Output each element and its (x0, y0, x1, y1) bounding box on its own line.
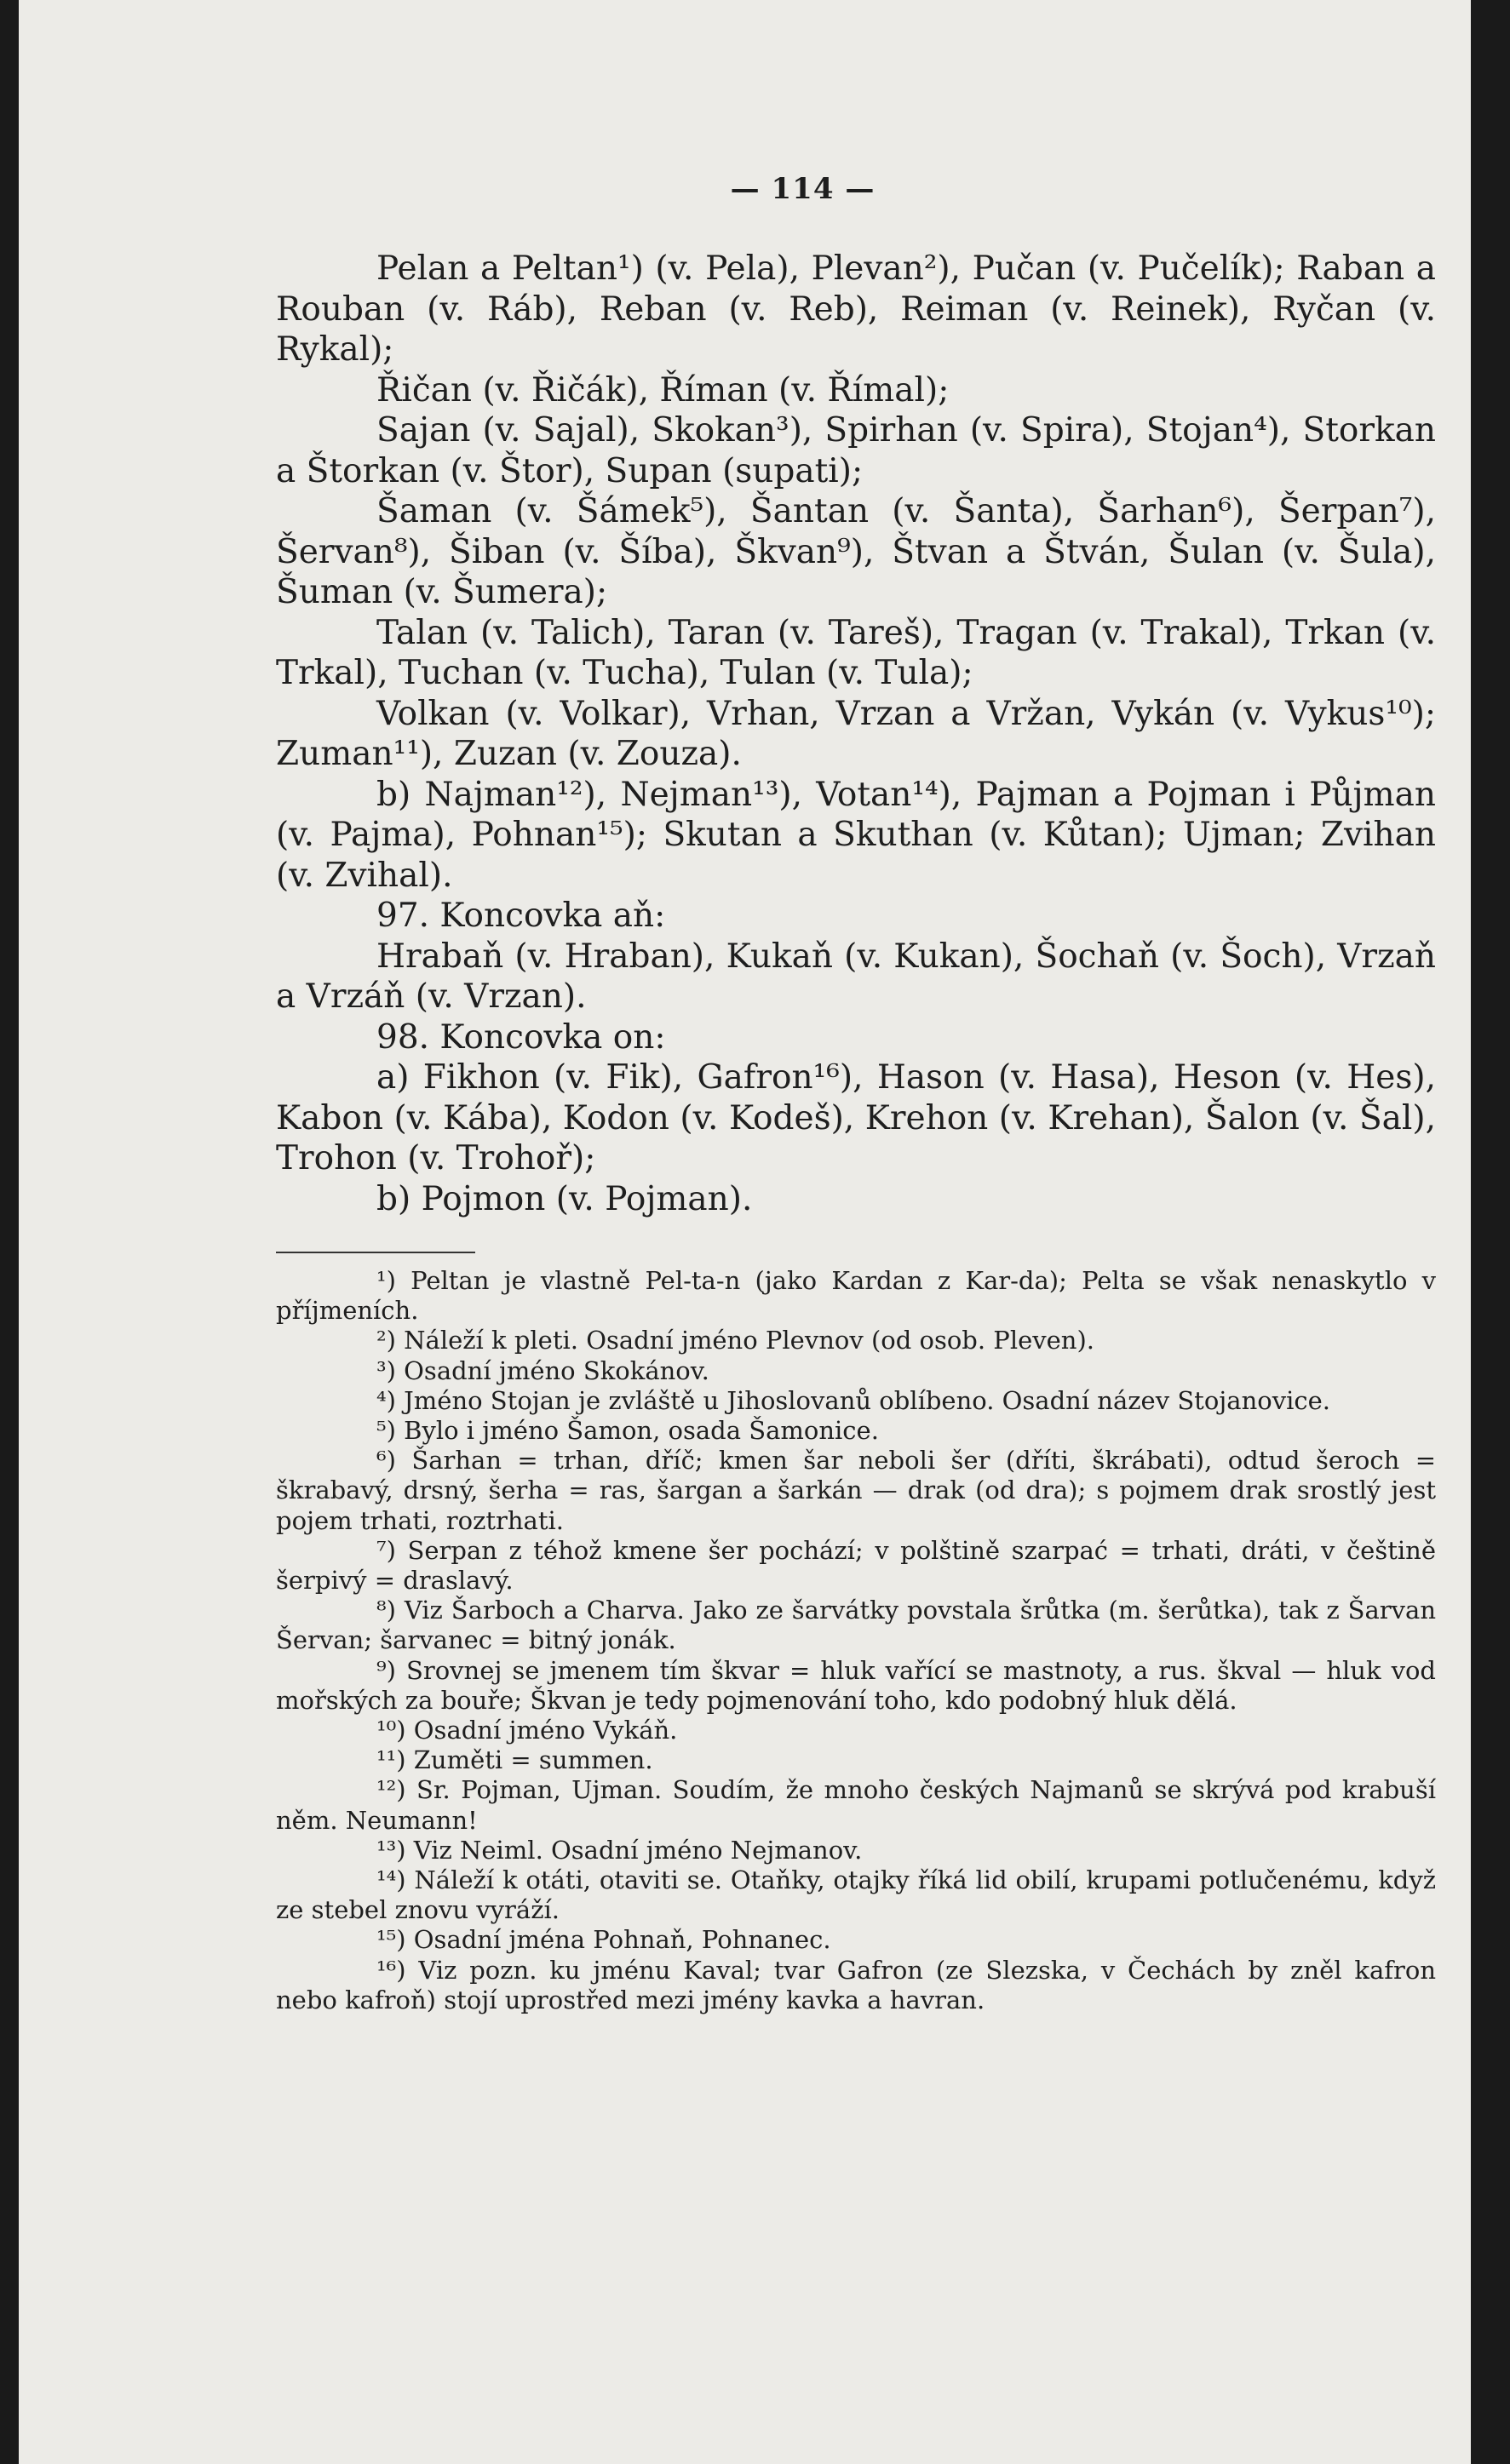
page-number: — 114 — (730, 172, 876, 206)
footnote: ⁹) Srovnej se jmenem tím škvar = hluk vařící se mastnoty, a rus. škval — hluk vod mořských za bouře; Škvan je tedy pojmenování toho, kdo podobný hluk dělá. (276, 1655, 1436, 1715)
footnote: ¹²) Sr. Pojman, Ujman. Soudím, že mnoho českých Najmanů se skrývá pod krabuší něm. Neumann! (276, 1775, 1436, 1835)
footnote: ¹⁶) Viz pozn. ku jménu Kaval; tvar Gafron (ze Slezska, v Čechách by zněl kafron nebo kafroň) stojí uprostřed mezi jmény kavka a havran. (276, 1955, 1436, 2014)
footnote: ¹⁴) Náleží k otáti, otaviti se. Otaňky, otajky říká lid obilí, krupami potlučenému, když ze stebel znovu vyráží. (276, 1865, 1436, 1925)
book-page (19, 0, 1471, 2464)
paragraph-najman: b) Najman¹²), Nejman¹³), Votan¹⁴), Pajman a Pojman i Půjman (v. Pajma), Pohnan¹⁵); Skutan a Skuthan (v. Kůtan); Ujman; Zvihan (v. Zvihal). (276, 775, 1436, 895)
footnote: ⁶) Šarhan = trhan, dříč; kmen šar neboli šer (dříti, škrábati), odtud šeroch = škrabavý, drsný, šerha = ras, šargan a šarkán — drak (od dra); s pojmem drak srostlý jest pojem trhati, roztrhati. (276, 1446, 1436, 1535)
footnote: ¹¹) Zuměti = summen. (376, 1745, 653, 1775)
paragraph-volkan: Volkan (v. Volkar), Vrhan, Vrzan a Vržan, Vykán (v. Vykus¹⁰); Zuman¹¹), Zuzan (v. Zouza). (276, 694, 1436, 773)
footnote: ¹⁰) Osadní jméno Vykáň. (376, 1716, 678, 1745)
paragraph-saman: Šaman (v. Šámek⁵), Šantan (v. Šanta), Šarhan⁶), Šerpan⁷), Šervan⁸), Šiban (v. Šíba), Škvan⁹), Štvan a Štván, Šulan (v. Šula), Šuman (v. Šumera); (276, 492, 1436, 611)
footnote: ²) Náleží k pleti. Osadní jméno Plevnov (od osob. Pleven). (376, 1326, 1095, 1355)
footnote-separator (276, 1252, 475, 1253)
paragraph-pelan: Pelan a Peltan¹) (v. Pela), Plevan²), Pučan (v. Pučelík); Raban a Rouban (v. Ráb), Reban (v. Reb), Reiman (v. Reinek), Ryčan (v. Rykal); (276, 249, 1436, 369)
footnote: ¹³) Viz Neiml. Osadní jméno Nejmanov. (376, 1835, 863, 1865)
footnotes (276, 1266, 1436, 2015)
main-text (276, 249, 1436, 1219)
paragraph-fikhon: a) Fikhon (v. Fik), Gafron¹⁶), Hason (v. Hasa), Heson (v. Hes), Kabon (v. Kába), Kodon (v. Kodeš), Krehon (v. Krehan), Šalon (v. Šal), Trohon (v. Trohoř); (276, 1058, 1436, 1178)
paragraph-hraban: Hrabaň (v. Hraban), Kukaň (v. Kukan), Šochaň (v. Šoch), Vrzaň a Vrzáň (v. Vrzan). (276, 937, 1436, 1016)
footnote: ¹) Peltan je vlastně Pel-ta-n (jako Kardan z Kar-da); Pelta se však nenaskytlo v příjmeních. (276, 1266, 1436, 1326)
paragraph-rican: Řičan (v. Řičák), Říman (v. Římal); (376, 370, 950, 410)
paragraph-talan: Talan (v. Talich), Taran (v. Tareš), Tragan (v. Trakal), Trkan (v. Trkal), Tuchan (v. Tucha), Tulan (v. Tula); (276, 613, 1436, 692)
section-heading-97: 97. Koncovka aň: (376, 897, 666, 935)
footnote: ¹⁵) Osadní jména Pohnaň, Pohnanec. (376, 1925, 831, 1955)
footnote: ⁴) Jméno Stojan je zvláště u Jihoslovanů oblíbeno. Osadní název Stojanovice. (376, 1385, 1330, 1415)
section-heading-98: 98. Koncovka on: (376, 1017, 666, 1057)
footnote: ⁸) Viz Šarboch a Charva. Jako ze šarvátky povstala šrůtka (m. šerůtka), tak z Šarvan Šervan; šarvanec = bitný jonák. (276, 1596, 1436, 1655)
footnote: ⁷) Serpan z téhož kmene šer pochází; v polštině szarpać = trhati, dráti, v češtině šerpivý = draslavý. (276, 1535, 1436, 1596)
paragraph-sajan: Sajan (v. Sajal), Skokan³), Spirhan (v. Spira), Stojan⁴), Storkan a Štorkan (v. Štor), Supan (supati); (276, 411, 1436, 490)
paragraph-pojmon: b) Pojmon (v. Pojman). (376, 1179, 753, 1218)
footnote: ³) Osadní jméno Skokánov. (376, 1355, 709, 1385)
footnote: ⁵) Bylo i jméno Šamon, osada Šamonice. (376, 1416, 879, 1446)
